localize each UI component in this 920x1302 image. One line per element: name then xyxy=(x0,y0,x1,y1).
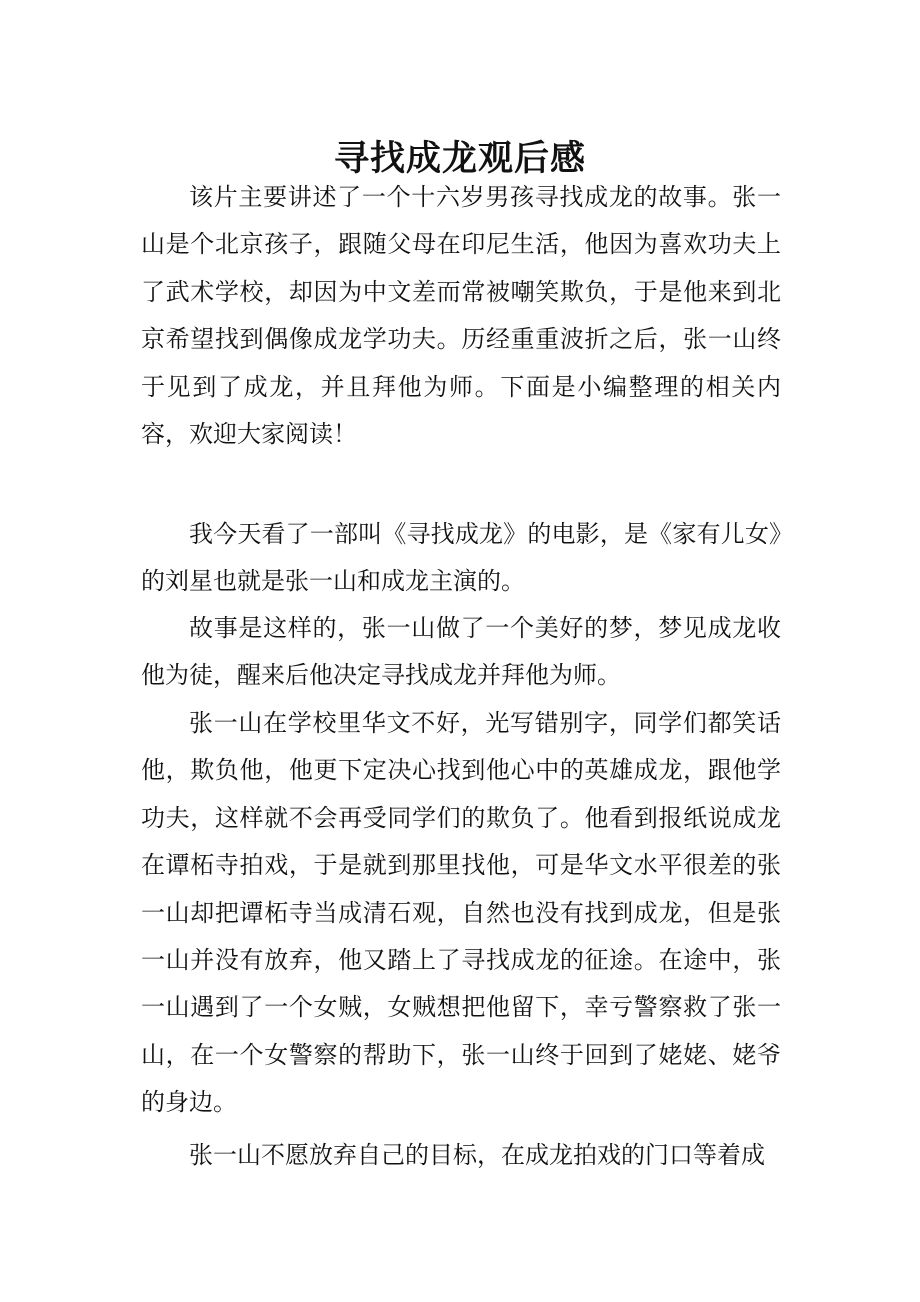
document-title: 寻找成龙观后感 xyxy=(333,138,586,180)
paragraph-4: 张一山不愿放弃自己的目标，在成龙拍戏的门口等着成 xyxy=(189,1141,765,1169)
paragraph-3: 张一山在学校里华文不好，光写错别字，同学们都笑话他，欺负他，他更下定决心找到他心中的英雄成龙，跟他学功夫，这样就不会再受同学们的欺负了。他看到报纸说成龙在谭柘寺拍戏，于是就到那里找他，可是华文水平很差的张一山却把谭柘寺当成清石观，自然也没有找到成龙，但是张一山并没有放弃，他又踏上了寻找成龙的征途。在途中，张一山遇到了一个女贼，女贼想把他留下，幸亏警察救了张一山，在一个女警察的帮助下，张一山终于回到了姥姥、姥爷的身边。 xyxy=(141,709,781,1117)
paragraph-2: 故事是这样的，张一山做了一个美好的梦，梦见成龙收他为徒，醒来后他决定寻找成龙并拜他为师。 xyxy=(141,614,781,690)
paragraph-intro: 该片主要讲述了一个十六岁男孩寻找成龙的故事。张一山是个北京孩子，跟随父母在印尼生活，他因为喜欢功夫上了武术学校，却因为中文差而常被嘲笑欺负，于是他来到北京希望找到偶像成龙学功夫。历经重重波折之后，张一山终于见到了成龙，并且拜他为师。下面是小编整理的相关内容，欢迎大家阅读！ xyxy=(141,183,781,449)
paragraph-1: 我今天看了一部叫《寻找成龙》的电影，是《家有儿女》的刘星也就是张一山和成龙主演的。 xyxy=(141,520,781,596)
